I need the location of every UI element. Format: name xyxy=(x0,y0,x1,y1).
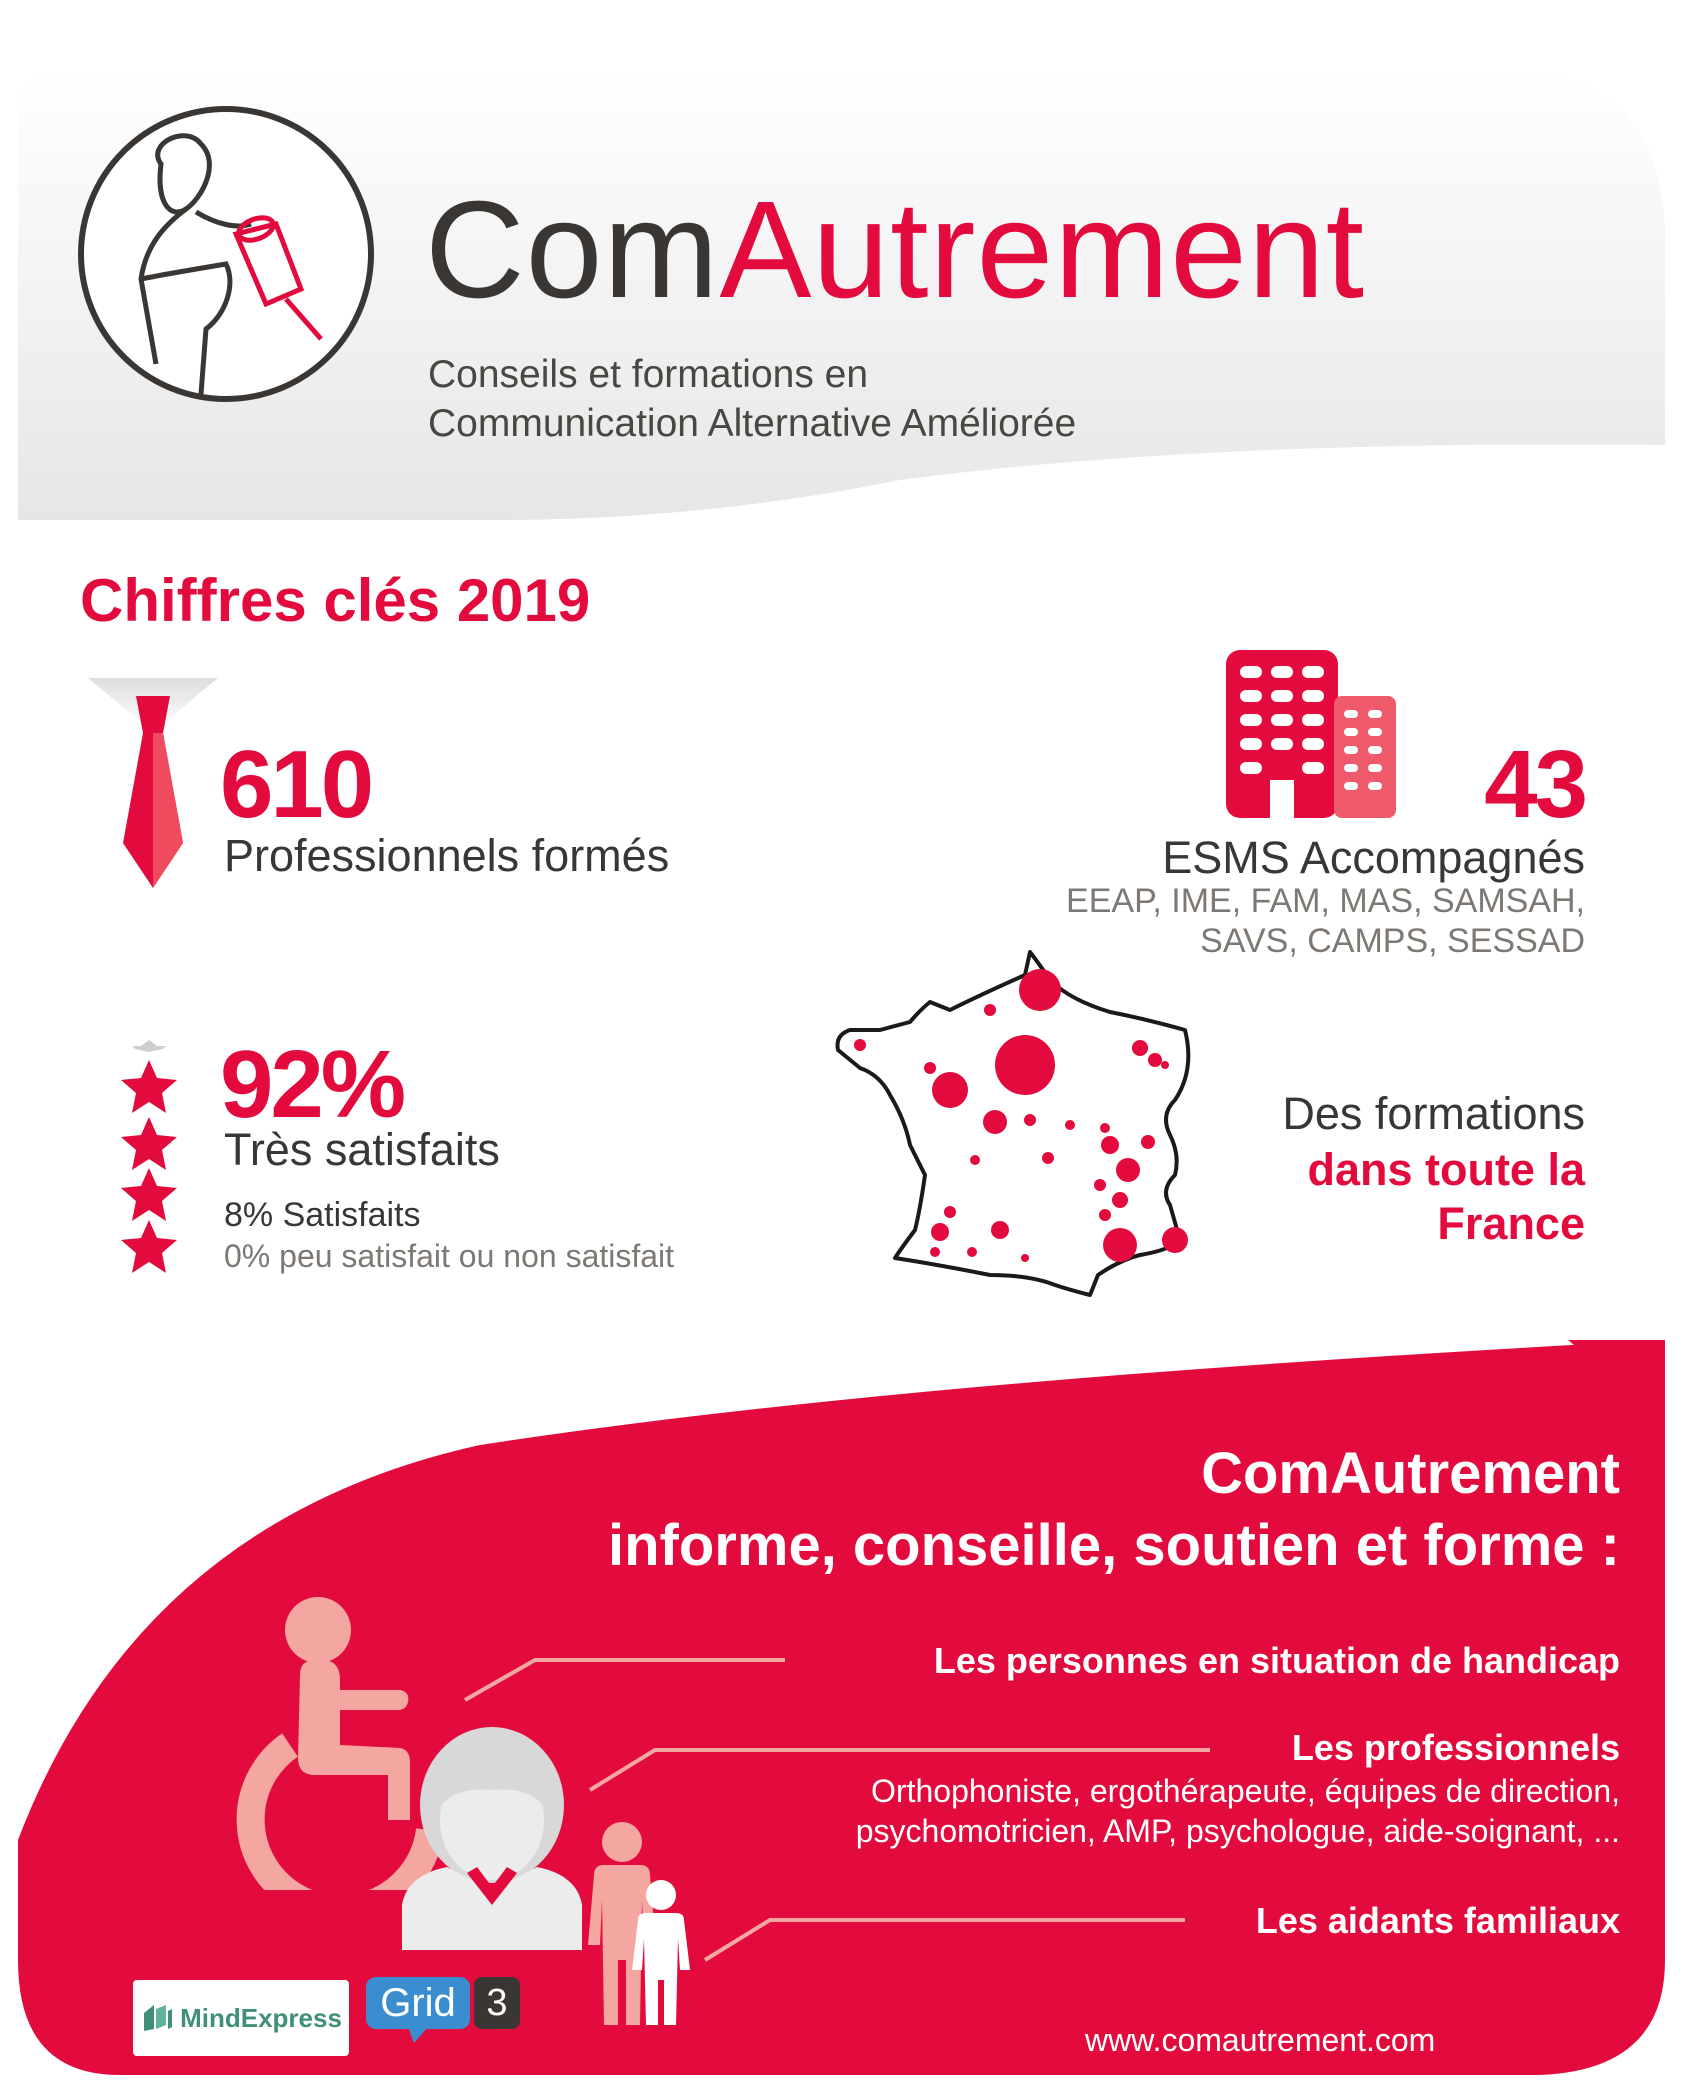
key-figures-heading: Chiffres clés 2019 xyxy=(80,567,591,634)
brand-name-autrement: Autrement xyxy=(719,173,1366,327)
audience-professionals: Les professionnels xyxy=(1291,1727,1620,1768)
map-text-line3: France xyxy=(1437,1198,1585,1249)
esms-label: ESMS Accompagnés xyxy=(1162,832,1585,883)
grid3-number: 3 xyxy=(474,1977,520,2029)
map-text-line1: Des formations xyxy=(1282,1088,1585,1139)
esms-types-line1: EEAP, IME, FAM, MAS, SAMSAH, xyxy=(1066,882,1585,920)
trained-value: 610 xyxy=(220,731,372,838)
mission-title-line1: ComAutrement xyxy=(1201,1441,1620,1506)
audience-professionals-detail-line1: Orthophoniste, ergothérapeute, équipes de direction, xyxy=(871,1773,1620,1809)
grid3-word: Grid xyxy=(366,1977,470,2029)
satisfaction-label: Très satisfaits xyxy=(224,1124,500,1175)
professional-woman-icon xyxy=(392,1725,592,1950)
grid3-bubble-tail-icon xyxy=(408,2027,428,2043)
trained-label: Professionnels formés xyxy=(224,830,670,881)
satisfaction-secondary: 8% Satisfaits xyxy=(224,1196,421,1234)
brand-name-com: Com xyxy=(425,173,720,327)
brand-tagline-line1: Conseils et formations en xyxy=(428,353,869,396)
satisfaction-tertiary: 0% peu satisfait ou non satisfait xyxy=(224,1238,675,1274)
audience-professionals-detail-line2: psychomotricien, AMP, psychologue, aide-soignant, ... xyxy=(855,1813,1620,1849)
esms-types-line2: SAVS, CAMPS, SESSAD xyxy=(1200,922,1585,960)
satisfaction-value: 92% xyxy=(220,1031,404,1138)
family-icon xyxy=(574,1820,704,2025)
mission-title-line2: informe, conseille, soutien et forme : xyxy=(608,1513,1620,1578)
mindexpress-logo xyxy=(133,1980,349,2056)
mindexpress-icon xyxy=(140,2001,174,2035)
brand-tagline-line2: Communication Alternative Améliorée xyxy=(428,402,1077,445)
audience-caregivers: Les aidants familiaux xyxy=(1255,1900,1620,1941)
audience-handicap: Les personnes en situation de handicap xyxy=(933,1640,1620,1681)
footer-website[interactable]: www.comautrement.com xyxy=(1085,2022,1436,2058)
mindexpress-label: MindExpress xyxy=(180,2002,342,2033)
map-text-line2: dans toute la xyxy=(1307,1144,1585,1195)
esms-value: 43 xyxy=(1484,731,1585,838)
grid3-logo xyxy=(366,1977,530,2035)
